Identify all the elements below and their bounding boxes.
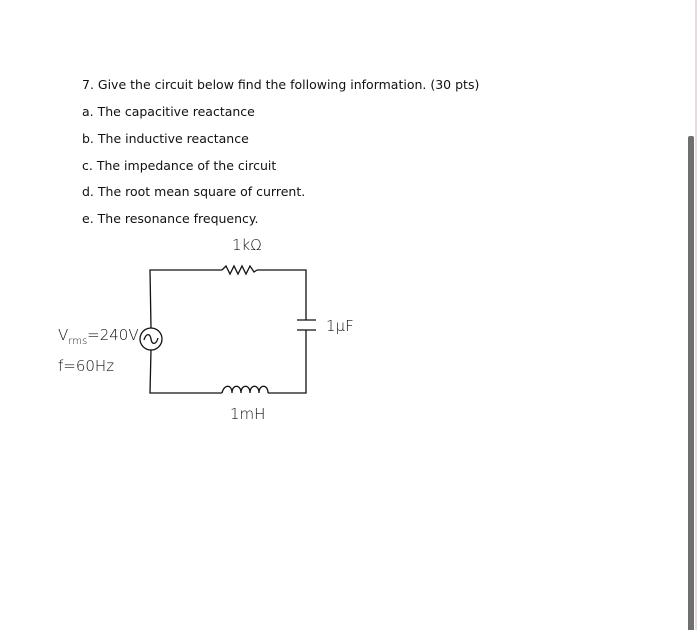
resistor-symbol xyxy=(222,266,257,274)
page-border xyxy=(695,0,697,630)
capacitor-symbol xyxy=(297,320,316,330)
capacitor-label: 1μF xyxy=(326,317,354,335)
ac-source-symbol xyxy=(140,328,162,350)
question-part-c: c. The impedance of the circuit xyxy=(82,158,277,173)
question-title: 7. Give the circuit below find the following information. (30 pts) xyxy=(82,77,480,92)
question-part-a: a. The capacitive reactance xyxy=(82,104,255,119)
question-part-d: d. The root mean square of current. xyxy=(82,184,306,199)
source-voltage-label: $V_{rms}=240V$ xyxy=(58,326,139,347)
circuit-wires xyxy=(150,270,306,393)
inductor-symbol xyxy=(222,386,268,393)
scrollbar-thumb[interactable] xyxy=(688,136,694,630)
question-part-e: e. The resonance frequency. xyxy=(82,211,259,226)
question-part-b: b. The inductive reactance xyxy=(82,131,249,146)
resistor-label: 1kΩ xyxy=(232,236,262,254)
inductor-label: 1mH xyxy=(230,405,266,423)
source-frequency-label: f=60Hz xyxy=(58,357,115,375)
